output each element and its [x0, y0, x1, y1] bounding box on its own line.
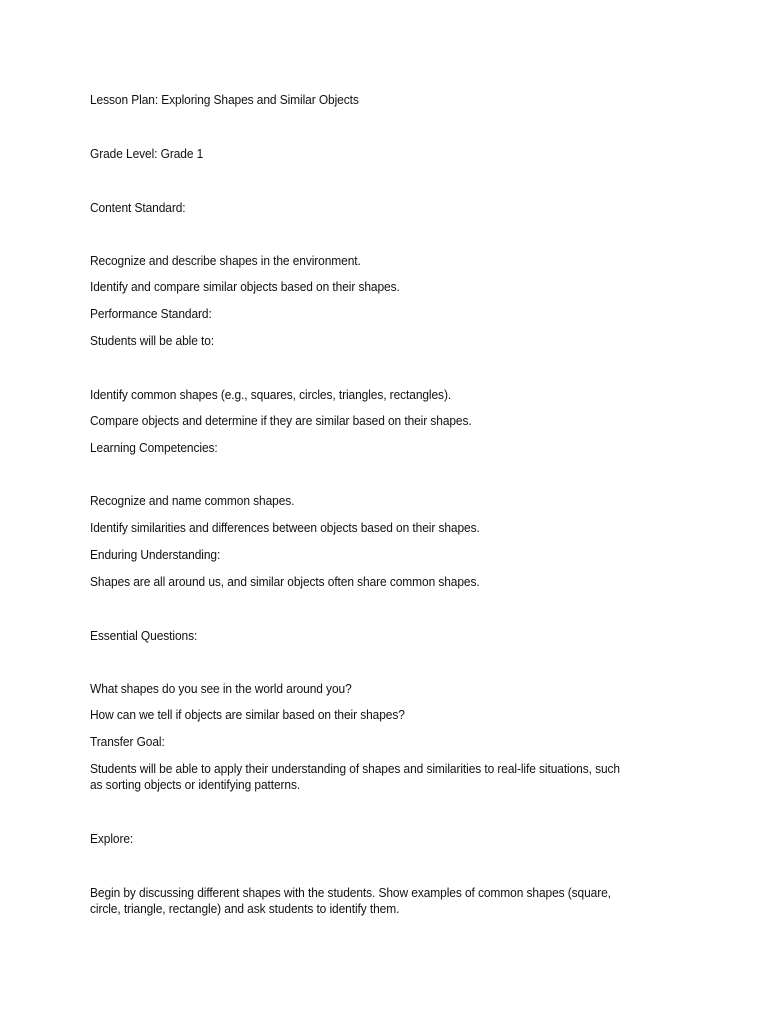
- learning-competency-item: Identify similarities and differences between objects based on their shapes.: [90, 520, 480, 535]
- performance-item: Compare objects and determine if they are similar based on their shapes.: [90, 413, 472, 428]
- content-standard-item: Identify and compare similar objects based on their shapes.: [90, 279, 400, 294]
- enduring-understanding-text: Shapes are all around us, and similar objects often share common shapes.: [90, 574, 480, 589]
- explore-heading: Explore:: [90, 831, 134, 846]
- grade-level: Grade Level: Grade 1: [90, 146, 204, 161]
- performance-standard-heading: Performance Standard:: [90, 306, 212, 321]
- essential-question-item: What shapes do you see in the world around you?: [90, 681, 352, 696]
- performance-item: Identify common shapes (e.g., squares, circles, triangles, rectangles).: [90, 387, 452, 402]
- transfer-goal-text: Students will be able to apply their understanding of shapes and similarities to real-life situations, such as sorting objects or identifying patterns.: [90, 761, 620, 792]
- learning-competencies-heading: Learning Competencies:: [90, 440, 218, 455]
- content-standard-item: Recognize and describe shapes in the environment.: [90, 253, 361, 268]
- enduring-understanding-heading: Enduring Understanding:: [90, 547, 221, 562]
- performance-intro: Students will be able to:: [90, 333, 215, 348]
- document-title: Lesson Plan: Exploring Shapes and Similar Objects: [90, 92, 359, 107]
- explore-text: Begin by discussing different shapes with the students. Show examples of common shapes (square, circle, triangle, rectangle) and ask students to identify them.: [90, 885, 611, 916]
- learning-competency-item: Recognize and name common shapes.: [90, 493, 295, 508]
- essential-questions-heading: Essential Questions:: [90, 628, 198, 643]
- content-standard-heading: Content Standard:: [90, 200, 186, 215]
- essential-question-item: How can we tell if objects are similar based on their shapes?: [90, 707, 405, 722]
- transfer-goal-heading: Transfer Goal:: [90, 734, 165, 749]
